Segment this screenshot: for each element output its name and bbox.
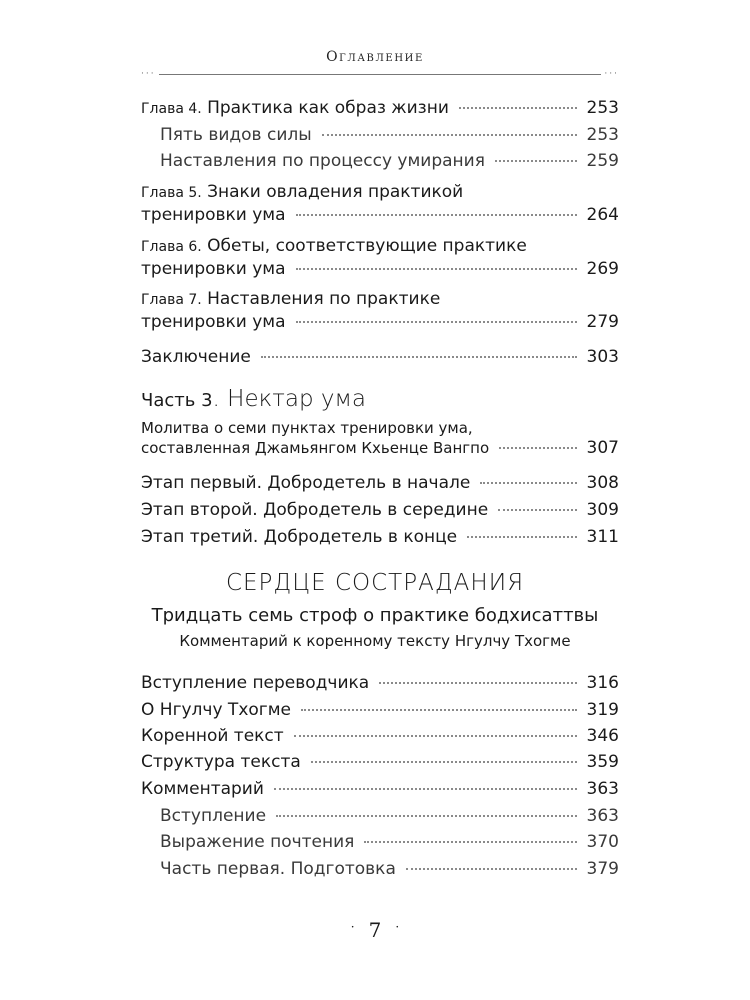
header-rule-line — [159, 74, 601, 75]
page-number: 269 — [586, 259, 619, 279]
toc-entry-title: Обеты, соответствующие практике — [201, 236, 527, 256]
header-rule-dots-left: ··· — [141, 69, 156, 79]
part-name: . Нектар ума — [212, 386, 366, 412]
toc-entry-chapter-6[interactable] — [141, 258, 619, 280]
toc-entry-chapter-7-line1[interactable] — [141, 288, 440, 311]
toc-entry-title-cont: тренировки ума — [141, 205, 286, 225]
dot-leader — [459, 107, 577, 109]
toc-entry-title: Практика как образ жизни — [201, 98, 449, 118]
toc-entry-title-cont: тренировки ума — [141, 259, 286, 279]
dot-leader — [296, 214, 577, 216]
toc-entry-title-cont: тренировки ума — [141, 312, 286, 332]
page-number: 253 — [586, 98, 619, 118]
page-number: 307 — [586, 438, 619, 458]
page-number: 308 — [586, 473, 619, 493]
page-number: 346 — [586, 726, 619, 746]
toc-entry-title: Пять видов силы — [160, 125, 312, 145]
toc-entry-title: Наставления по практике — [201, 289, 441, 309]
toc-entry-chapter-5[interactable] — [141, 204, 619, 226]
dot-leader — [276, 815, 577, 817]
toc-entry-prayer-line1[interactable]: Молитва о семи пунктах тренировки ума, — [141, 419, 473, 437]
toc-entry-title: Структура текста — [141, 752, 301, 772]
toc-entry-chapter-5-line1[interactable] — [141, 181, 463, 204]
dot-leader — [322, 134, 577, 136]
page-number: 303 — [586, 347, 619, 367]
chapter-prefix: Глава 6. — [141, 239, 202, 255]
dot-leader — [296, 268, 577, 270]
toc-entry-stage-1[interactable] — [141, 472, 619, 494]
page-number: 316 — [586, 673, 619, 693]
dot-leader — [480, 482, 577, 484]
part-label: Часть 3 — [141, 390, 213, 411]
toc-entry-dying-instructions[interactable] — [160, 150, 619, 172]
section-subtitle: Тридцать семь строф о практике бодхисаттвы — [151, 605, 599, 626]
dot-leader — [274, 788, 577, 790]
dot-leader — [311, 761, 577, 763]
dot-leader — [498, 509, 577, 511]
chapter-prefix: Глава 4. — [141, 101, 202, 117]
toc-entry-about-author[interactable] — [141, 699, 619, 721]
dot-leader — [406, 868, 577, 870]
part-3-heading[interactable] — [141, 385, 366, 415]
toc-entry-title: Часть первая. Подготовка — [160, 859, 396, 879]
toc-entry-chapter-6-line1[interactable] — [141, 235, 527, 258]
dot-leader — [294, 735, 577, 737]
header-rule-dots-right: ··· — [604, 69, 619, 79]
page-number: 379 — [586, 859, 619, 879]
toc-entry-stage-2[interactable] — [141, 499, 619, 521]
folio-dot-right: · — [395, 920, 400, 934]
dot-leader — [467, 536, 577, 538]
toc-entry-title: Комментарий — [141, 779, 264, 799]
toc-entry-translator-intro[interactable] — [141, 672, 619, 694]
section-subtitle-2: Комментарий к коренному тексту Нгулчу Тхогме — [179, 632, 571, 650]
toc-entry-homage[interactable] — [160, 831, 619, 853]
toc-entry-title: Вступление переводчика — [141, 673, 370, 693]
toc-entry-chapter-7[interactable] — [141, 311, 619, 333]
chapter-prefix: Глава 7. — [141, 292, 202, 308]
page-number: 311 — [586, 527, 619, 547]
toc-entry-prayer[interactable] — [141, 437, 619, 459]
page-number: 279 — [586, 312, 619, 332]
toc-entry-title: Коренной текст — [141, 726, 284, 746]
page-number: 264 — [586, 205, 619, 225]
toc-entry-title: Этап второй. Добродетель в середине — [141, 500, 489, 520]
toc-entry-conclusion[interactable] — [141, 346, 619, 368]
page-number: 359 — [586, 752, 619, 772]
page-number: 363 — [586, 806, 619, 826]
toc-entry-title: Этап третий. Добродетель в конце — [141, 527, 458, 547]
toc-entry-stage-3[interactable] — [141, 526, 619, 548]
toc-entry-title-cont: составленная Джамьянгом Кхьенце Вангпо — [141, 439, 490, 457]
page-folio — [0, 914, 750, 943]
toc-entry-title: Наставления по процессу умирания — [160, 151, 485, 171]
toc-entry-title: Этап первый. Добродетель в начале — [141, 473, 471, 493]
toc-entry-text-structure[interactable] — [141, 751, 619, 773]
dot-leader — [499, 447, 577, 449]
page-number: 259 — [586, 151, 619, 171]
toc-entry-part-one-preparation[interactable] — [160, 858, 619, 880]
toc-entry-title: Вступление — [160, 806, 267, 826]
chapter-prefix: Глава 5. — [141, 185, 202, 201]
toc-entry-title: О Нгулчу Тхогме — [141, 700, 291, 720]
toc-entry-root-text[interactable] — [141, 725, 619, 747]
dot-leader — [296, 321, 577, 323]
page-number: 319 — [586, 700, 619, 720]
dot-leader — [301, 709, 577, 711]
dot-leader — [379, 682, 577, 684]
toc-entry-title: Знаки овладения практикой — [201, 182, 464, 202]
running-header: Оглавление — [326, 49, 424, 65]
toc-entry-commentary[interactable] — [141, 778, 619, 800]
toc-entry-introduction[interactable] — [160, 805, 619, 827]
page-number-folio: 7 — [368, 918, 382, 942]
page-number: 363 — [586, 779, 619, 799]
toc-entry-title: Заключение — [141, 347, 251, 367]
toc-entry-five-powers[interactable] — [160, 124, 619, 146]
dot-leader — [495, 160, 577, 162]
dot-leader — [364, 841, 577, 843]
page-number: 253 — [586, 125, 619, 145]
page-number: 370 — [586, 832, 619, 852]
toc-entry-chapter-4[interactable] — [141, 97, 619, 120]
toc-entry-title: Выражение почтения — [160, 832, 355, 852]
dot-leader — [261, 356, 577, 358]
folio-dot-left: · — [350, 920, 355, 934]
section-title[interactable]: СЕРДЦЕ СОСТРАДАНИЯ — [225, 570, 525, 596]
page-number: 309 — [586, 500, 619, 520]
